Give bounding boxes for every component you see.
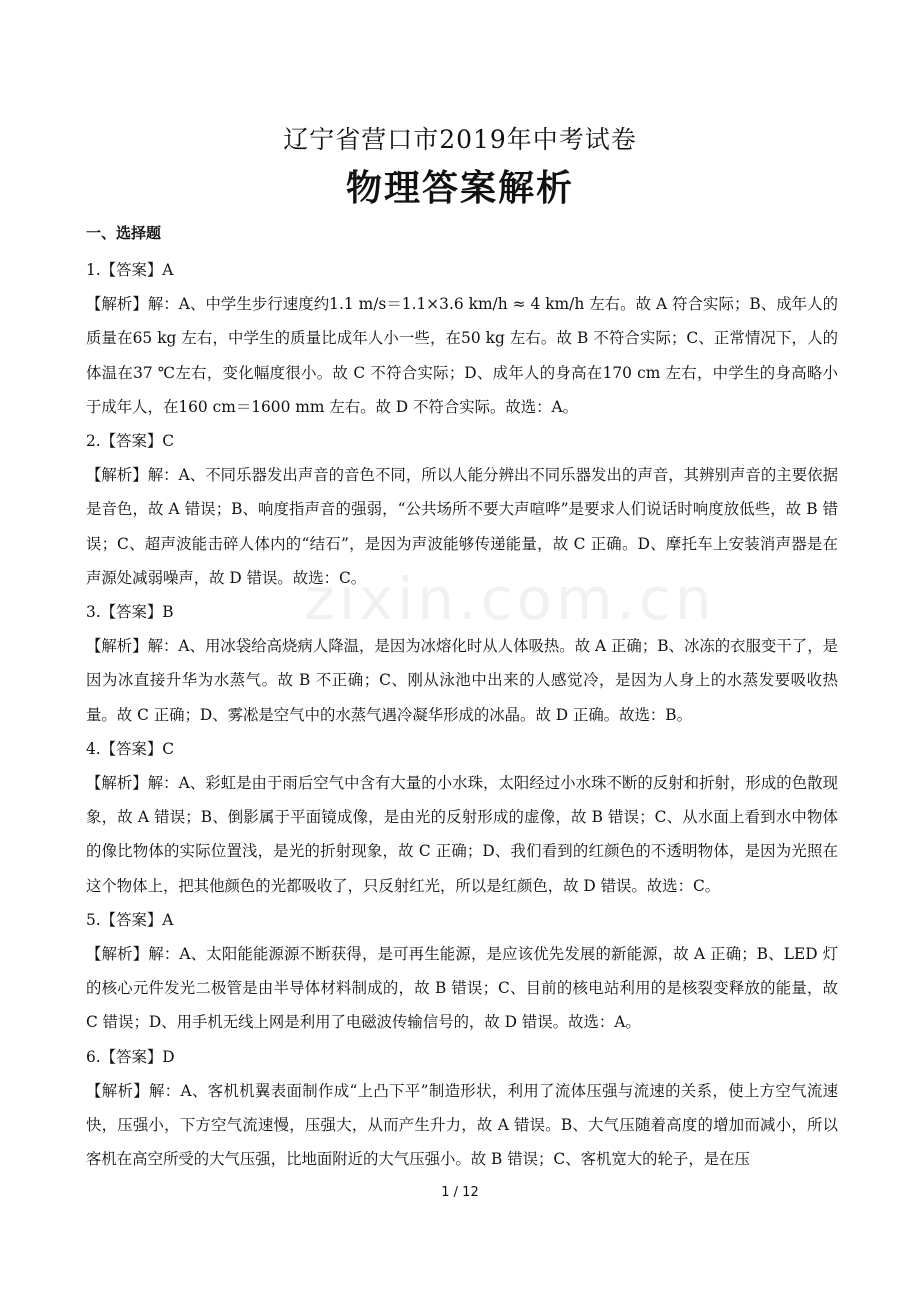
document-title: 辽宁省营口市2019年中考试卷 bbox=[283, 125, 637, 154]
answer-line: 2.【答案】C bbox=[86, 432, 175, 451]
question-item bbox=[86, 732, 838, 903]
answer-list bbox=[86, 253, 838, 1176]
explanation-paragraph: 【解析】解：A、中学生步行速度约1.1 m/s＝1.1×3.6 km/h ≈ 4 km/h 左右。故 A 符合实际；B、成年人的质量在65 kg 左右，中学生的质量比成年人小一些，在50 kg 左右。故 B 不符合实际；C、正常情况下，人的体温在37 ℃左右，变化幅度很小。故 C 不符合实际；D、成年人的身高在170 cm 左右，中学生的身高略小于成年人，在160 cm＝1600 mm 左右。故 D 不符合实际。故选：A。 bbox=[86, 295, 838, 416]
explanation-paragraph: 【解析】解：A、用冰袋给高烧病人降温，是因为冰熔化时从人体吸热。故 A 正确；B、冰冻的衣服变干了，是因为冰直接升华为水蒸气。故 B 不正确；C、刚从泳池中出来的人感觉冷，是因为人身上的水蒸发要吸收热量。故 C 正确；D、雾凇是空气中的水蒸气遇冷凝华形成的冰晶。故 D 正确。故选：B。 bbox=[86, 637, 838, 724]
explanation-paragraph: 【解析】解：A、彩虹是由于雨后空气中含有大量的小水珠，太阳经过小水珠不断的反射和折射，形成的色散现象，故 A 错误；B、倒影属于平面镜成像，是由光的反射形成的虚像，故 B 错误；C、从水面上看到水中物体的像比物体的实际位置浅，是光的折射现象，故 C 正确；D、我们看到的红颜色的不透明物体，是因为光照在这个物体上，把其他颜色的光都吸收了，只反射红光，所以是红颜色，故 D 错误。故选：C。 bbox=[86, 774, 838, 895]
answer-line: 5.【答案】A bbox=[86, 910, 174, 929]
question-item bbox=[86, 424, 838, 595]
document-subtitle: 物理答案解析 bbox=[345, 168, 574, 209]
question-item bbox=[86, 595, 838, 732]
explanation-paragraph: 【解析】解：A、不同乐器发出声音的音色不同，所以人能分辨出不同乐器发出的声音，其辨别声音的主要依据是音色，故 A 错误；B、响度指声音的强弱，“公共场所不要大声喧哗”是要求人们说话时响度放低些，故 B 错误；C、超声波能击碎人体内的“结石”，是因为声波能够传递能量，故 C 正确。D、摩托车上安装消声器是在声源处减弱噪声，故 D 错误。故选：C。 bbox=[86, 466, 838, 587]
explanation-paragraph: 【解析】解：A、太阳能能源源不断获得，是可再生能源，是应该优先发展的新能源，故 A 正确；B、LED 灯的核心元件发光二极管是由半导体材料制成的，故 B 错误；C、目前的核电站利用的是核裂变释放的能量，故 C 错误；D、用手机无线上网是利用了电磁波传输信号的，故 D 错误。故选：A。 bbox=[86, 945, 838, 1032]
section-heading: 一、选择题 bbox=[86, 224, 162, 242]
page-number: 1 / 12 bbox=[441, 1185, 479, 1200]
answer-line: 4.【答案】C bbox=[86, 739, 175, 758]
question-item bbox=[86, 1040, 838, 1177]
answer-line: 3.【答案】B bbox=[86, 603, 174, 622]
question-item bbox=[86, 903, 838, 1040]
answer-line: 6.【答案】D bbox=[86, 1047, 175, 1066]
watermark-text: zixin.com.cn bbox=[304, 565, 716, 633]
question-item bbox=[86, 253, 838, 424]
answer-line: 1.【答案】A bbox=[86, 261, 174, 279]
explanation-paragraph: 【解析】解：A、客机机翼表面制作成“上凸下平”制造形状，利用了流体压强与流速的关系，使上方空气流速快，压强小，下方空气流速慢，压强大，从而产生升力，故 A 错误。B、大气压随着高度的增加而减小，所以客机在高空所受的大气压强，比地面附近的大气压强小。故 B 错误；C、客机宽大的轮子，是在压 bbox=[86, 1081, 838, 1169]
